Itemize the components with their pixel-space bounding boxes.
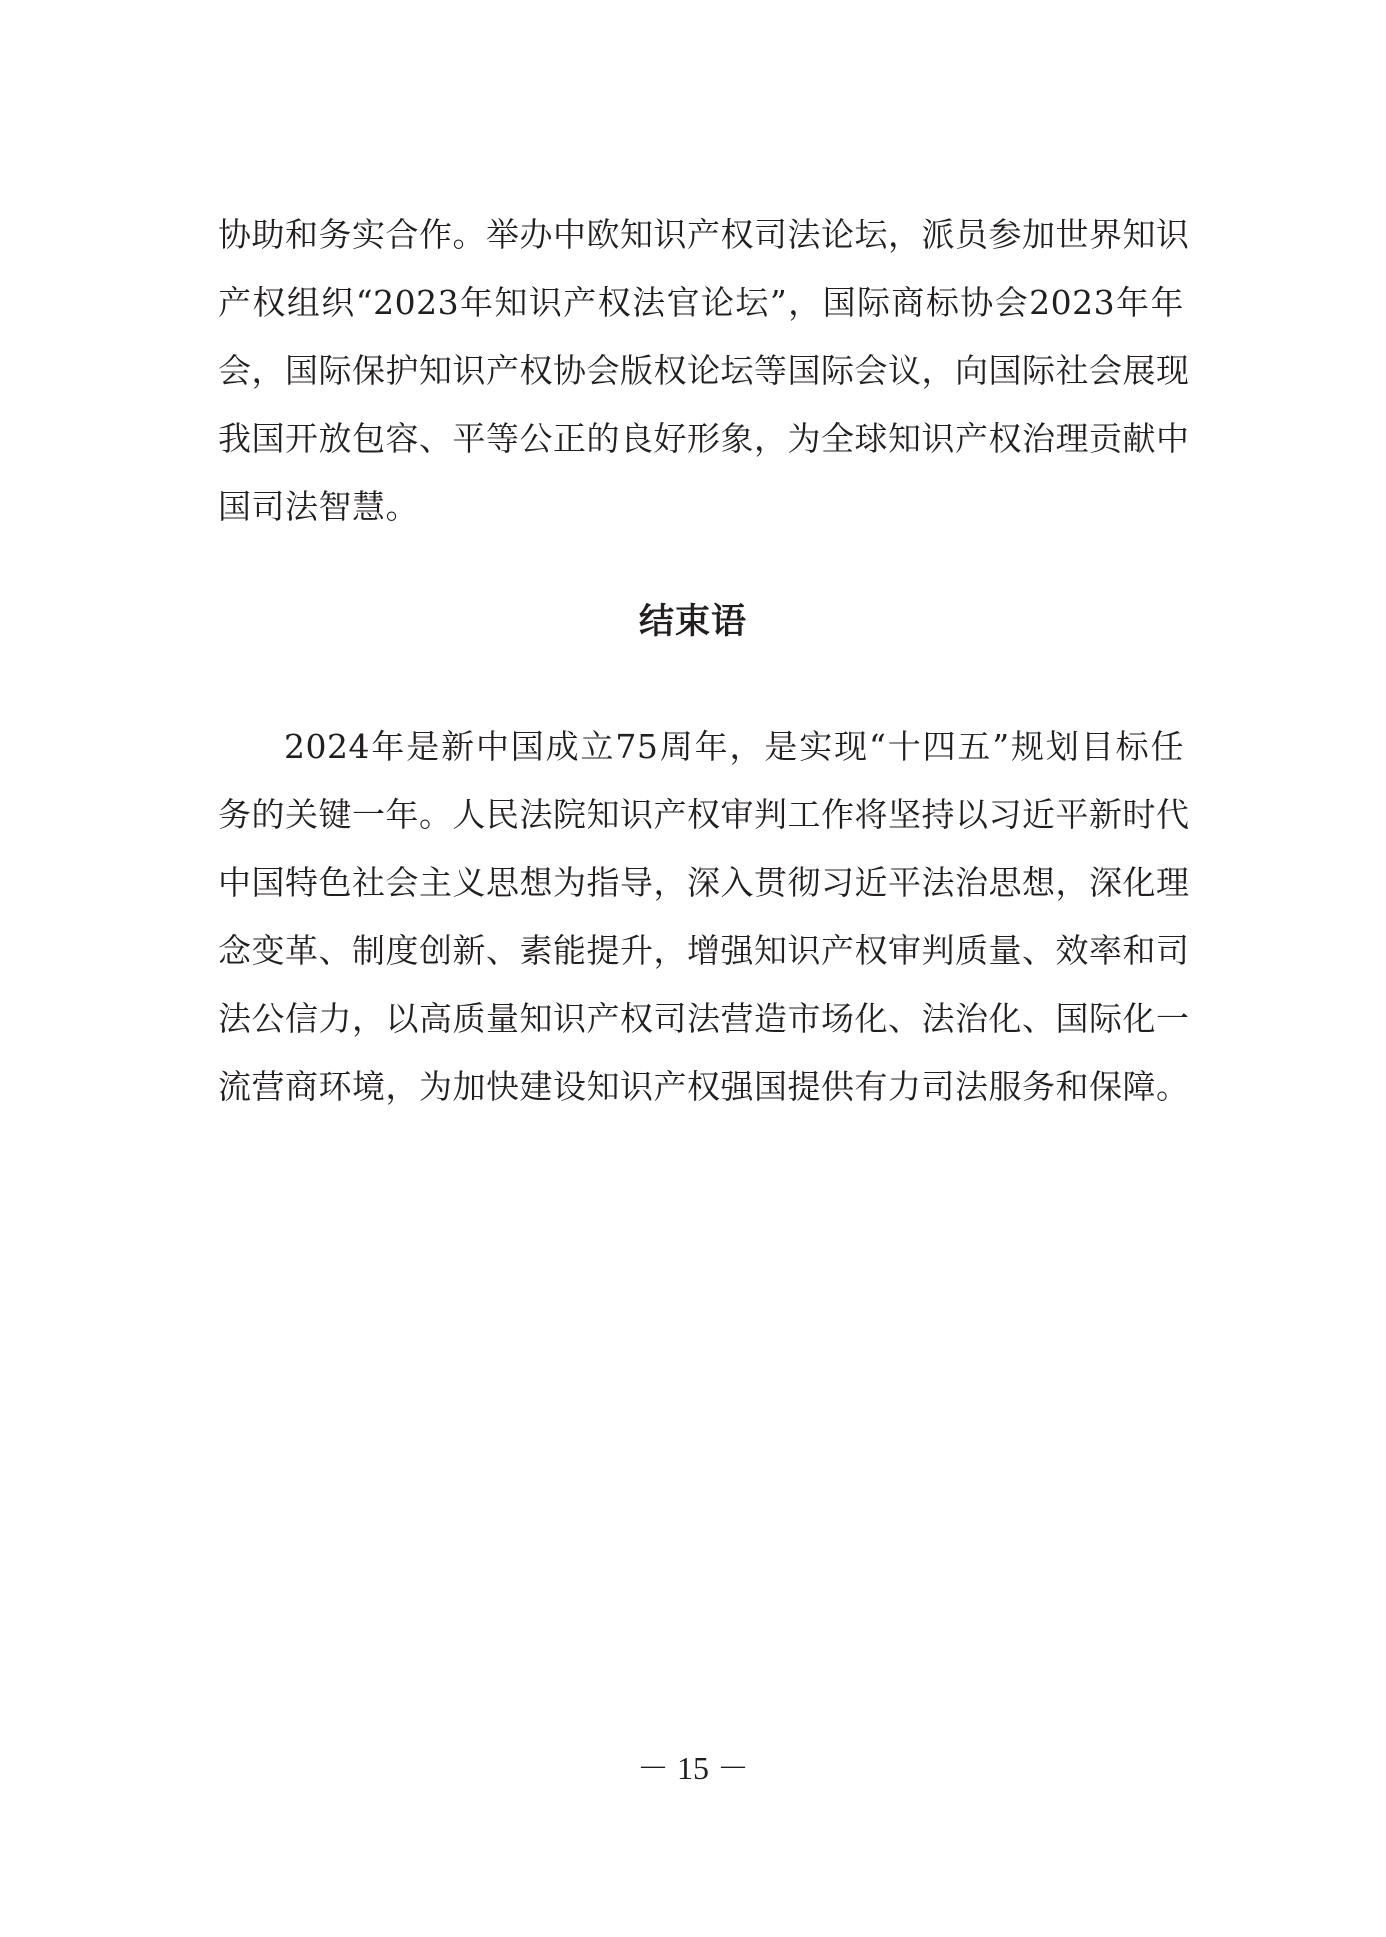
paragraph-line: 会，国际保护知识产权协会版权论坛等国际会议，向国际社会展现 — [218, 351, 1190, 390]
paragraph-line: 协助和务实合作。举办中欧知识产权司法论坛，派员参加世界知识 — [218, 215, 1190, 254]
paragraph-line: 产权组织“2023年知识产权法官论坛”，国际商标协会2023年年 — [218, 283, 1184, 322]
paragraph-line: 2024年是新中国成立75周年，是实现“十四五”规划目标任 — [284, 727, 1184, 766]
paragraph-line: 我国开放包容、平等公正的良好形象，为全球知识产权治理贡献中 — [218, 419, 1190, 458]
paragraph-line: 国司法智慧。 — [218, 487, 419, 526]
paragraph-line: 务的关键一年。人民法院知识产权审判工作将坚持以习近平新时代 — [218, 795, 1190, 834]
paragraph-conclusion — [218, 713, 1190, 1121]
paragraph-line: 念变革、制度创新、素能提升，增强知识产权审判质量、效率和司 — [218, 931, 1190, 970]
paragraph-cooperation — [218, 201, 1190, 541]
page-number: － 15 － — [636, 1750, 749, 1786]
paragraph-line: 中国特色社会主义思想为指导，深入贯彻习近平法治思想，深化理 — [218, 863, 1190, 902]
paragraph-line: 流营商环境，为加快建设知识产权强国提供有力司法服务和保障。 — [218, 1067, 1190, 1106]
paragraph-line: 法公信力，以高质量知识产权司法营造市场化、法治化、国际化一 — [218, 999, 1190, 1038]
section-heading: 结束语 — [638, 602, 747, 642]
